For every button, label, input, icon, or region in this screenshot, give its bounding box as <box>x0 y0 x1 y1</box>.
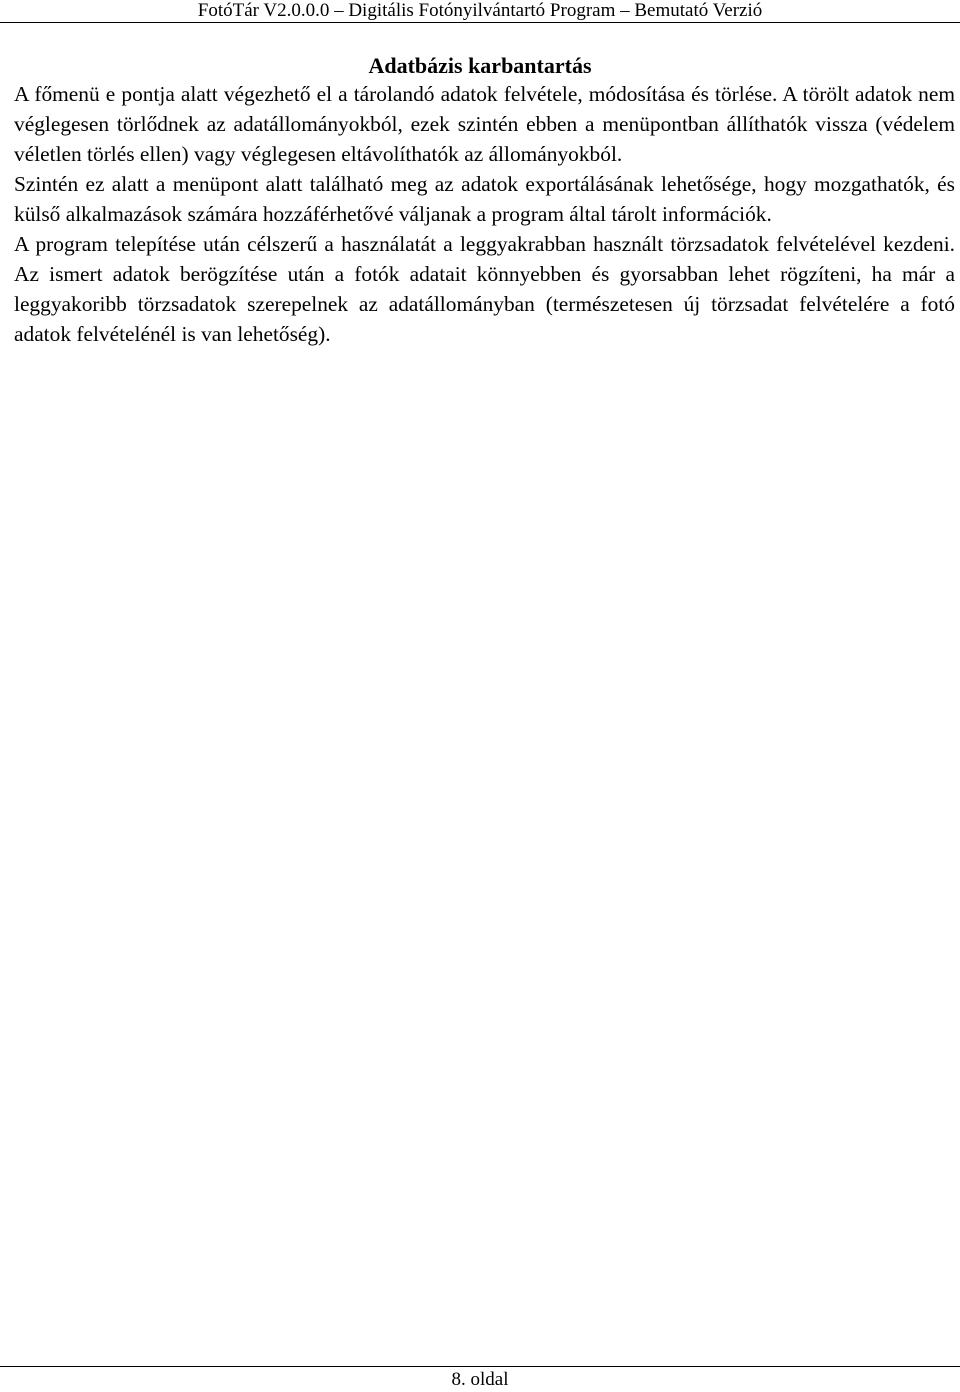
section-body <box>14 79 955 349</box>
page-number: 8. oldal <box>451 1369 509 1390</box>
paragraph: Szintén ez alatt a menüpont alatt található meg az adatok exportálásának lehetősége, hogy mozgathatók, és külső alkalmazások számára hozzáférhetővé váljanak a program által tárolt információk. <box>14 172 955 226</box>
section-title: Adatbázis karbantartás <box>368 53 592 78</box>
footer-divider <box>0 1366 960 1367</box>
page-header: FotóTár V2.0.0.0 – Digitális Fotónyilvántartó Program – Bemutató Verzió <box>0 0 960 23</box>
paragraph: A főmenü e pontja alatt végezhető el a tárolandó adatok felvétele, módosítása és törlése. A törölt adatok nem véglegesen törlődnek az adatállományokból, ezek szintén ebben a menüpontban állíthatók vissza (védelem véletlen törlés ellen) vagy véglegesen eltávolíthatók az állományokból. <box>14 82 955 166</box>
paragraph: A program telepítése után célszerű a használatát a leggyakrabban használt törzsadatok felvételével kezdeni. Az ismert adatok berögzítése után a fotók adatait könnyebben és gyorsabban lehet rögzíteni, ha már a leggyakoribb törzsadatok szerepelnek az adatállományban (természetesen új törzsadat felvételére a fotó adatok felvételénél is van lehetőség). <box>14 232 955 346</box>
